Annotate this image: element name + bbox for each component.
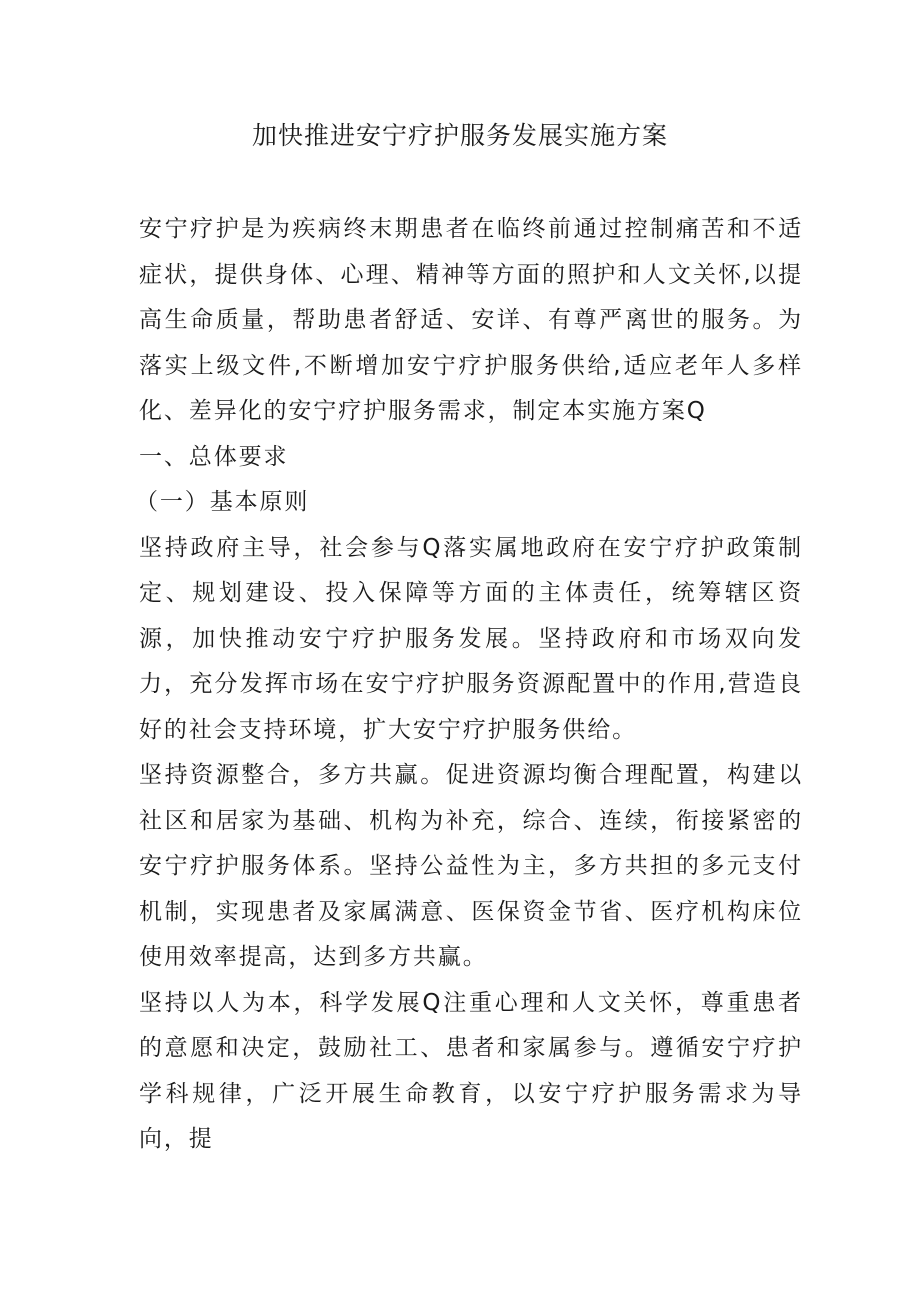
section-heading: 一、总体要求 [139,443,289,470]
principle-paragraph-1: 坚持政府主导，社会参与Q落实属地政府在安宁疗护政策制定、规划建设、投入保障等方面的主体责任，统筹辖区资源，加快推动安宁疗护服务发展。坚持政府和市场双向发力，充分发挥市场在安宁疗护服务资源配置中的作用,营造良好的社会支持环境，扩大安宁疗护服务供给。 [139,534,803,743]
principle-paragraph-2: 坚持资源整合，多方共赢。促进资源均衡合理配置，构建以社区和居家为基础、机构为补充，综合、连续，衔接紧密的安宁疗护服务体系。坚持公益性为主，多方共担的多元支付机制，实现患者及家属满意、医保资金节省、医疗机构床位使用效率提高，达到多方共赢。 [139,762,803,970]
principle-paragraph-3: 坚持以人为本，科学发展Q注重心理和人文关怀，尊重患者的意愿和决定，鼓励社工、患者和家属参与。遵循安宁疗护学科规律，广泛开展生命教育，以安宁疗护服务需求为导向，提 [139,989,803,1152]
intro-paragraph: 安宁疗护是为疾病终末期患者在临终前通过控制痛苦和不适症状，提供身体、心理、精神等方面的照护和人文关怀,以提高生命质量，帮助患者舒适、安详、有尊严离世的服务。为落实上级文件,不断增加安宁疗护服务供给,适应老年人多样化、差异化的安宁疗护服务需求，制定本实施方案Q [139,216,804,424]
document-body [135,207,804,1163]
subsection-heading: （一）基本原则 [135,489,310,515]
document-title: 加快推进安宁疗护服务发展实施方案 [251,121,668,150]
